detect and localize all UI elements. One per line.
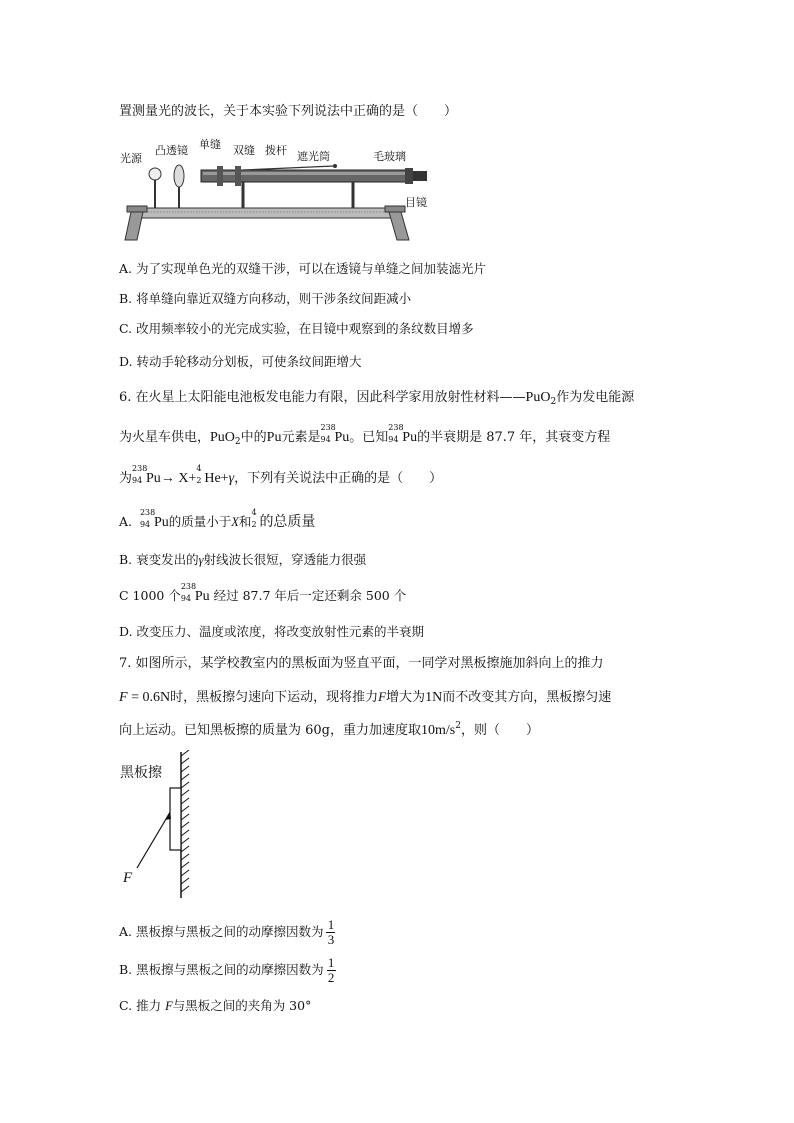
q5-option-c: C. 改用频率较小的光完成实验，在目镜中观察到的条纹数目增多 (119, 321, 474, 336)
label-blackboard-eraser: 黑板擦 (120, 765, 162, 781)
q7-option-b: B. 黑板擦与黑板之间的动摩擦因数为 $\frac{1}{2}$ (119, 955, 335, 985)
q5-option-a: A. 为了实现单色光的双缝干涉，可以在透镜与单缝之间加装滤光片 (119, 261, 486, 276)
label-light-source: 光源 (120, 152, 142, 165)
label-force-f: F (123, 870, 133, 886)
blackboard-eraser-figure (119, 750, 209, 900)
fraction-one-third: $\frac{1}{3}$ (327, 917, 335, 947)
label-double-slit: 双缝 (233, 144, 255, 157)
q6-line-1: 6. 在火星上太阳能电池板发电能力有限，因此科学家用放射性材料——PuO$_2$作为发电能源 (119, 390, 635, 407)
double-slit-apparatus-figure (119, 136, 449, 246)
q6-option-c: C 1000 个 238 94 Pu 经过 87.7 年后一定还剩余 500 个 (119, 581, 407, 604)
q7-option-c: C. 推力 F与黑板之间的夹角为 30° (119, 998, 312, 1013)
q5-stem: 置测量光的波长，关于本实验下列说法中正确的是（ ） (119, 104, 458, 119)
label-tube: 遮光筒 (297, 150, 330, 163)
label-single-slit: 单缝 (199, 138, 221, 151)
label-frosted-glass: 毛玻璃 (373, 150, 406, 163)
q5-option-b: B. 将单缝向靠近双缝方向移动，则干涉条纹间距减小 (119, 291, 412, 306)
q7-line-1: 7. 如图所示，某学校教室内的黑板面为竖直平面，一同学对黑板擦施加斜向上的推力 (119, 656, 604, 671)
nuclide-pu: 238 94 (320, 422, 336, 444)
q7-option-a: A. 黑板擦与黑板之间的动摩擦因数为 $\frac{1}{3}$ (119, 917, 335, 947)
q6-option-a: A. 238 94 Pu的质量小于X和 4 2 的总质量 (119, 507, 316, 530)
q6-option-d: D. 改变压力、温度或浓度，将改变放射性元素的半衰期 (119, 624, 425, 639)
nuclide-he: 4 2 (196, 463, 202, 485)
q7-line-3: 向上运动。已知黑板擦的质量为 60g，重力加速度取$10m/s^2$，则（ ） (119, 721, 539, 738)
q7-line-2: F = 0.6N时，黑板擦匀速向下运动，现将推力F增大为1N而不改变其方向，黑板擦匀速 (119, 689, 612, 705)
nuclide-he: 4 2 (251, 507, 257, 529)
q6-line-3: 为 238 94 Pu→ X+ 4 2 He+γ，下列有关说法中正确的是（ ） (119, 463, 443, 486)
label-eyepiece: 目镜 (405, 196, 427, 209)
label-lever: 拨杆 (265, 144, 287, 157)
nuclide-pu: 238 94 (139, 507, 156, 529)
label-convex-lens: 凸透镜 (155, 144, 188, 157)
q6-line-2: 为火星车供电，PuO$_2$中的Pu元素是 238 94 Pu。已知 238 94 Pu的半衰期是 87.7 年，其衰变方程 (119, 422, 611, 447)
q5-option-d: D. 转动手轮移动分划板，可使条纹间距增大 (119, 354, 362, 369)
q6-option-b: B. 衰变发出的γ射线波长很短，穿透能力很强 (119, 552, 367, 567)
nuclide-pu: 238 94 (180, 581, 197, 603)
nuclide-pu: 238 94 (388, 422, 404, 444)
nuclide-pu: 238 94 (132, 463, 148, 485)
fraction-one-half: $\frac{1}{2}$ (327, 955, 335, 985)
